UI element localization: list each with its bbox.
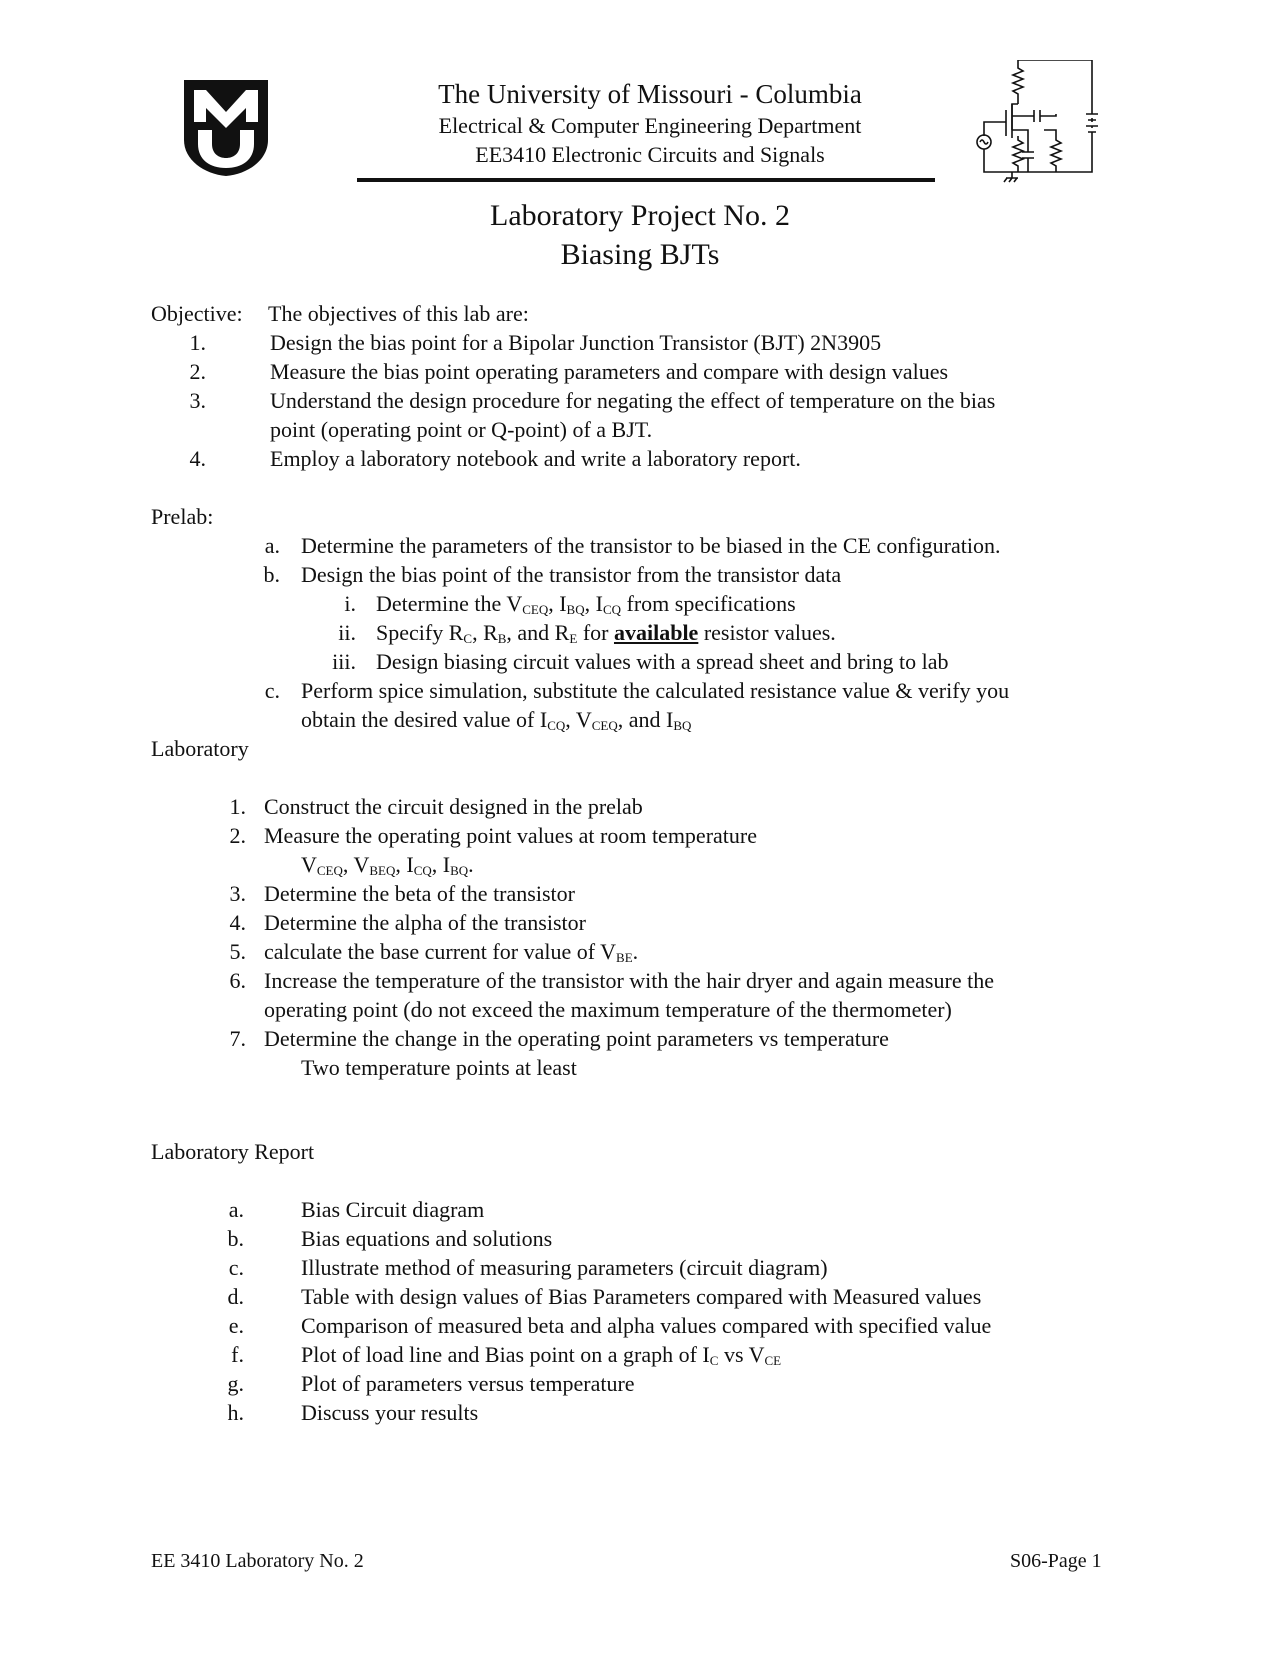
objective-intro: The objectives of this lab are: (268, 301, 529, 326)
department-name: Electrical & Computer Engineering Department (438, 113, 862, 138)
circuit-schematic-icon (972, 60, 1104, 190)
page-title (330, 196, 950, 274)
title-line-2: Biasing BJTs (560, 238, 720, 271)
title-line-1: Laboratory Project No. 2 (490, 199, 790, 232)
objective-label: Objective: (151, 301, 243, 326)
course-name: EE3410 Electronic Circuits and Signals (475, 142, 825, 167)
footer-course-label: EE 3410 Laboratory No. 2 (151, 1550, 364, 1572)
university-name: The University of Missouri - Columbia (438, 79, 862, 109)
laboratory-heading: Laboratory (151, 736, 249, 761)
letterhead (360, 77, 940, 169)
header-divider (357, 178, 935, 182)
emphasis-available: available (613, 620, 699, 645)
mu-logo (182, 78, 270, 178)
prelab-heading: Prelab: (151, 504, 214, 529)
report-heading: Laboratory Report (151, 1139, 315, 1164)
footer-page-number: S06-Page 1 (1010, 1550, 1102, 1572)
